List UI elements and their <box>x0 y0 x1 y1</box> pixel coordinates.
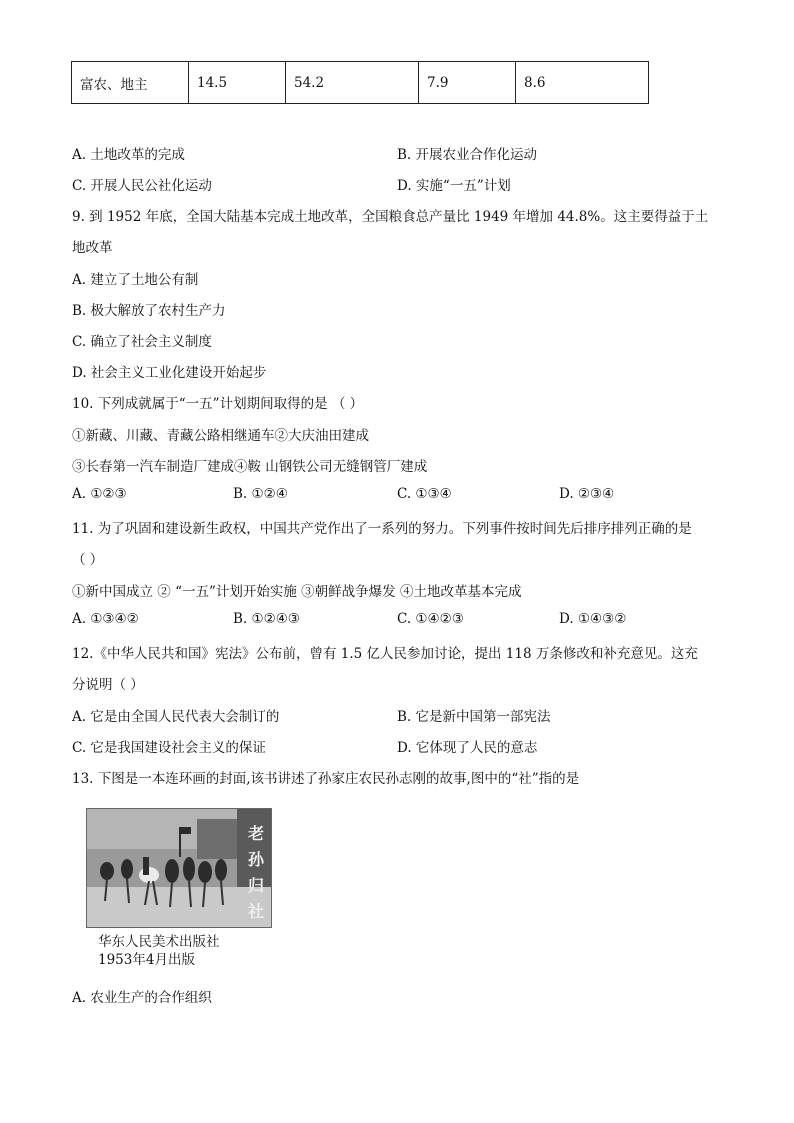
table-cell: 54.2 <box>286 62 419 104</box>
q12-option-b: B. 它是新中国第一部宪法 <box>397 709 551 725</box>
q11-option-b: B. ①②④③ <box>233 611 300 627</box>
cover-caption-date: 1953年4月出版 <box>98 952 195 968</box>
q9-option-c: C. 确立了社会主义制度 <box>72 334 212 350</box>
table-cell: 富农、地主 <box>72 62 189 104</box>
q12-option-c: C. 它是我国建设社会主义的保证 <box>72 740 266 756</box>
table-row <box>72 62 649 104</box>
q10-option-b: B. ①②④ <box>233 486 288 502</box>
q13-stem: 13. 下图是一本连环画的封面,该书讲述了孙家庄农民孙志刚的故事,图中的“社”指的是 <box>72 771 580 787</box>
comic-cover-image <box>86 808 272 928</box>
q11-option-d: D. ①④③② <box>559 611 627 627</box>
q8-option-a: A. 土地改革的完成 <box>72 147 185 163</box>
q10-items-2: ③长春第一汽车制造厂建成④鞍 山钢铁公司无缝钢管厂建成 <box>72 459 428 475</box>
q10-option-a: A. ①②③ <box>72 486 127 502</box>
q13-option-a: A. 农业生产的合作组织 <box>72 990 212 1006</box>
q9-option-a: A. 建立了土地公有制 <box>72 272 199 288</box>
cover-caption-publisher: 华东人民美术出版社 <box>98 934 220 950</box>
q9-option-b: B. 极大解放了农村生产力 <box>72 303 226 319</box>
q9-option-d: D. 社会主义工业化建设开始起步 <box>72 365 267 381</box>
q10-stem: 10. 下列成就属于“一五”计划期间取得的是 （ ） <box>72 396 364 412</box>
q12-option-a: A. 它是由全国人民代表大会制订的 <box>72 709 280 725</box>
q10-option-c: C. ①③④ <box>397 486 452 502</box>
cover-illustration <box>87 809 271 927</box>
q11-option-a: A. ①③④② <box>72 611 139 627</box>
q12-stem: 12.《中华人民共和国》宪法》公布前，曾有 1.5 亿人民参加讨论，提出 118 万条修改和补充意见。这充 <box>72 646 698 662</box>
table-cell: 7.9 <box>419 62 516 104</box>
q11-option-c: C. ①④②③ <box>397 611 464 627</box>
q11-stem: 11. 为了巩固和建设新生政权，中国共产党作出了一系列的努力。下列事件按时间先后排序排列正确的是 <box>72 521 692 537</box>
q11-stem-cont: （ ） <box>72 552 104 568</box>
table-cell: 8.6 <box>516 62 649 104</box>
q8-option-c: C. 开展人民公社化运动 <box>72 178 212 194</box>
q9-stem-cont: 地改革 <box>72 240 113 256</box>
cover-title: 老孙归社 <box>247 824 264 921</box>
q9-stem: 9. 到 1952 年底，全国大陆基本完成土地改革，全国粮食总产量比 1949 年增加 44.8%。这主要得益于土 <box>72 209 709 225</box>
q8-option-b: B. 开展农业合作化运动 <box>397 147 538 163</box>
q10-option-d: D. ②③④ <box>559 486 615 502</box>
q12-option-d: D. 它体现了人民的意志 <box>397 740 538 756</box>
q10-items-1: ①新藏、川藏、青藏公路相继通车②大庆油田建成 <box>72 428 369 444</box>
table-cell: 14.5 <box>189 62 286 104</box>
q8-option-d: D. 实施“一五”计划 <box>397 178 511 194</box>
data-table <box>71 61 649 104</box>
q12-stem-cont: 分说明（ ） <box>72 677 144 693</box>
q11-items: ①新中国成立 ② “一五”计划开始实施 ③朝鲜战争爆发 ④土地改革基本完成 <box>72 584 522 600</box>
